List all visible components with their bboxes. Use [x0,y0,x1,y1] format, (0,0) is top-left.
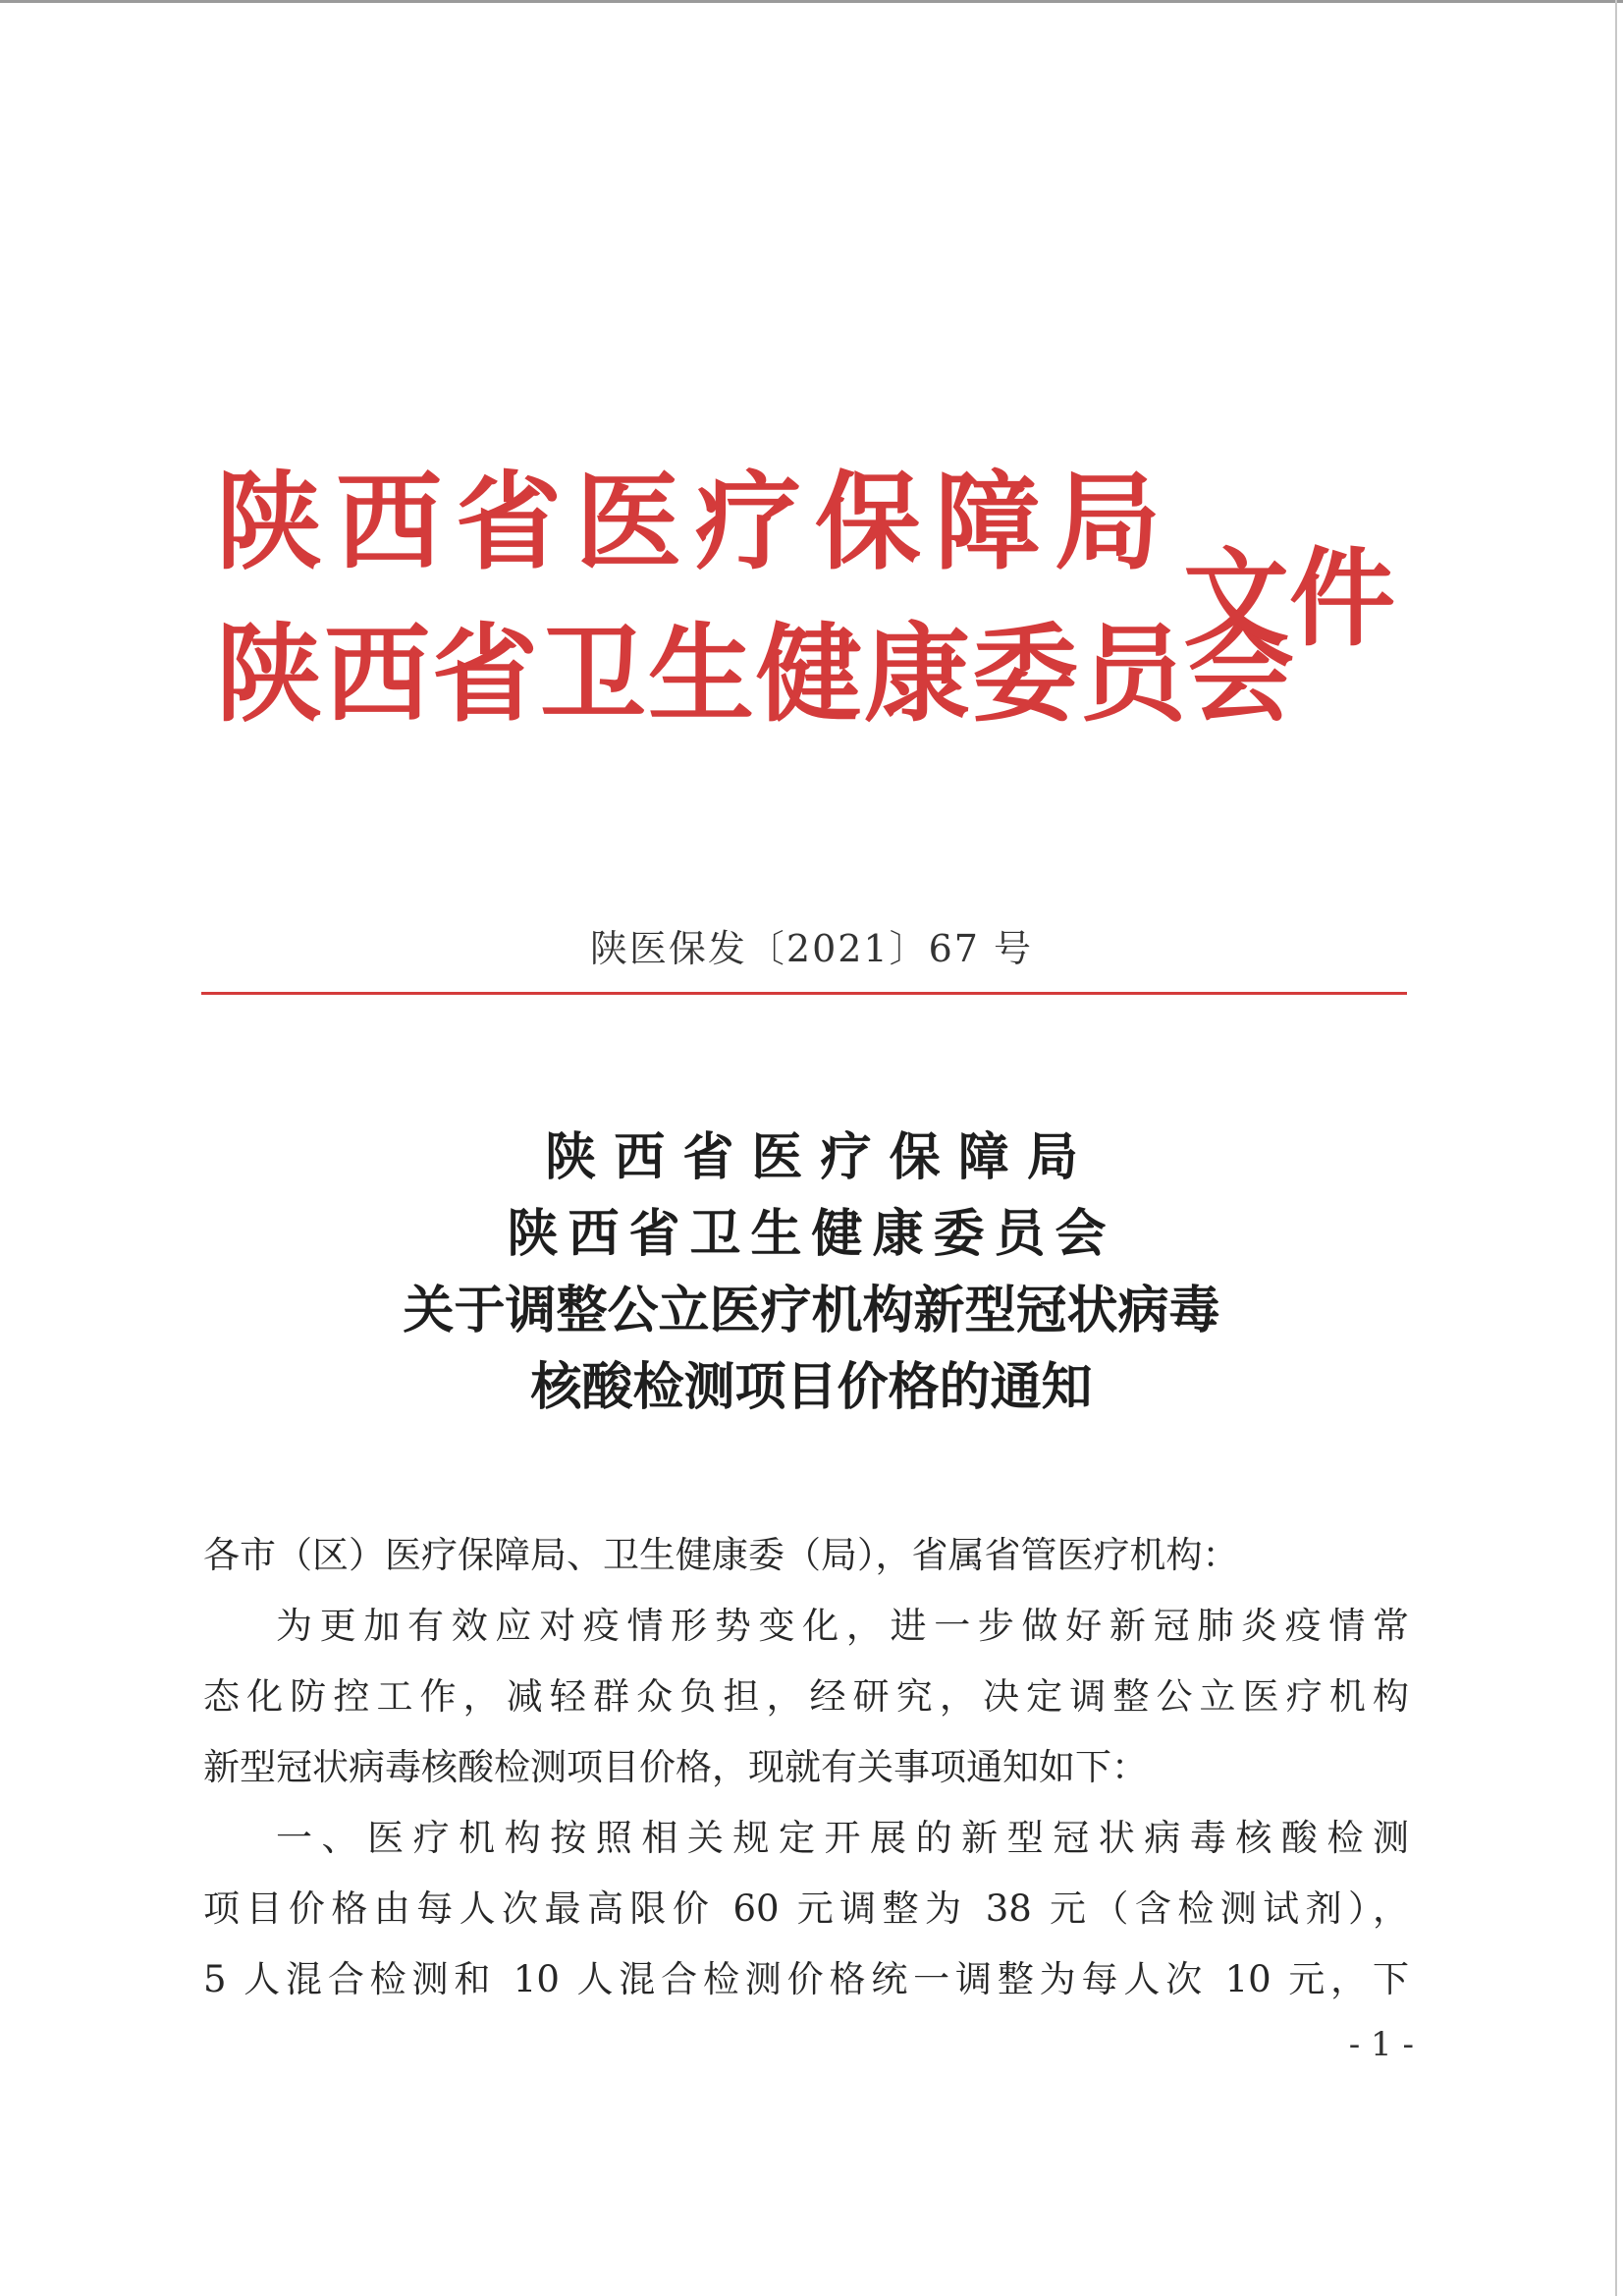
red-separator-line [201,992,1407,995]
document-number: 陕医保发〔2021〕67 号 [589,927,1034,970]
masthead-issuer-1: 陕西省医疗保障局 [216,461,1175,584]
page-number: - 1 - [1348,2025,1414,2064]
masthead-issuer-2: 陕西省卫生健康委员会 [216,613,1297,737]
scan-edge-top [0,0,1623,3]
notice-title [0,1120,1623,1426]
document-body [203,1520,1409,2015]
addressee-line: 各市（区）医疗保障局、卫生健康委（局），省属省管医疗机构： [203,1534,1239,1576]
title-line-1: 陕 西 省 医 疗 保 障 局 [545,1128,1078,1187]
paragraph-2-line-3: 5 人混合检测和 10 人混合检测价格统一调整为每人次 10 元，下 [203,1958,1409,2000]
paragraph-2-line-1: 一、医疗机构按照相关规定开展的新型冠状病毒核酸检测 [276,1817,1409,1859]
paragraph-1-line-2: 态化防控工作，减轻群众负担，经研究，决定调整公立医疗机构 [203,1675,1409,1718]
paragraph-2-line-2: 项目价格由每人次最高限价 60 元调整为 38 元（含检测试剂）， [203,1887,1409,1930]
document-masthead [216,461,1424,764]
title-line-2: 陕西省卫生健康委员会 [507,1205,1116,1264]
title-line-3: 关于调整公立医疗机构新型冠状病毒 [403,1282,1220,1340]
title-line-4: 核酸检测项目价格的通知 [530,1358,1093,1417]
paragraph-1-line-1: 为更加有效应对疫情形势变化，进一步做好新冠肺炎疫情常 [276,1605,1409,1647]
paragraph-1-line-3: 新型冠状病毒核酸检测项目价格，现就有关事项通知如下： [203,1746,1148,1788]
masthead-document-label: 文件 [1183,537,1396,661]
